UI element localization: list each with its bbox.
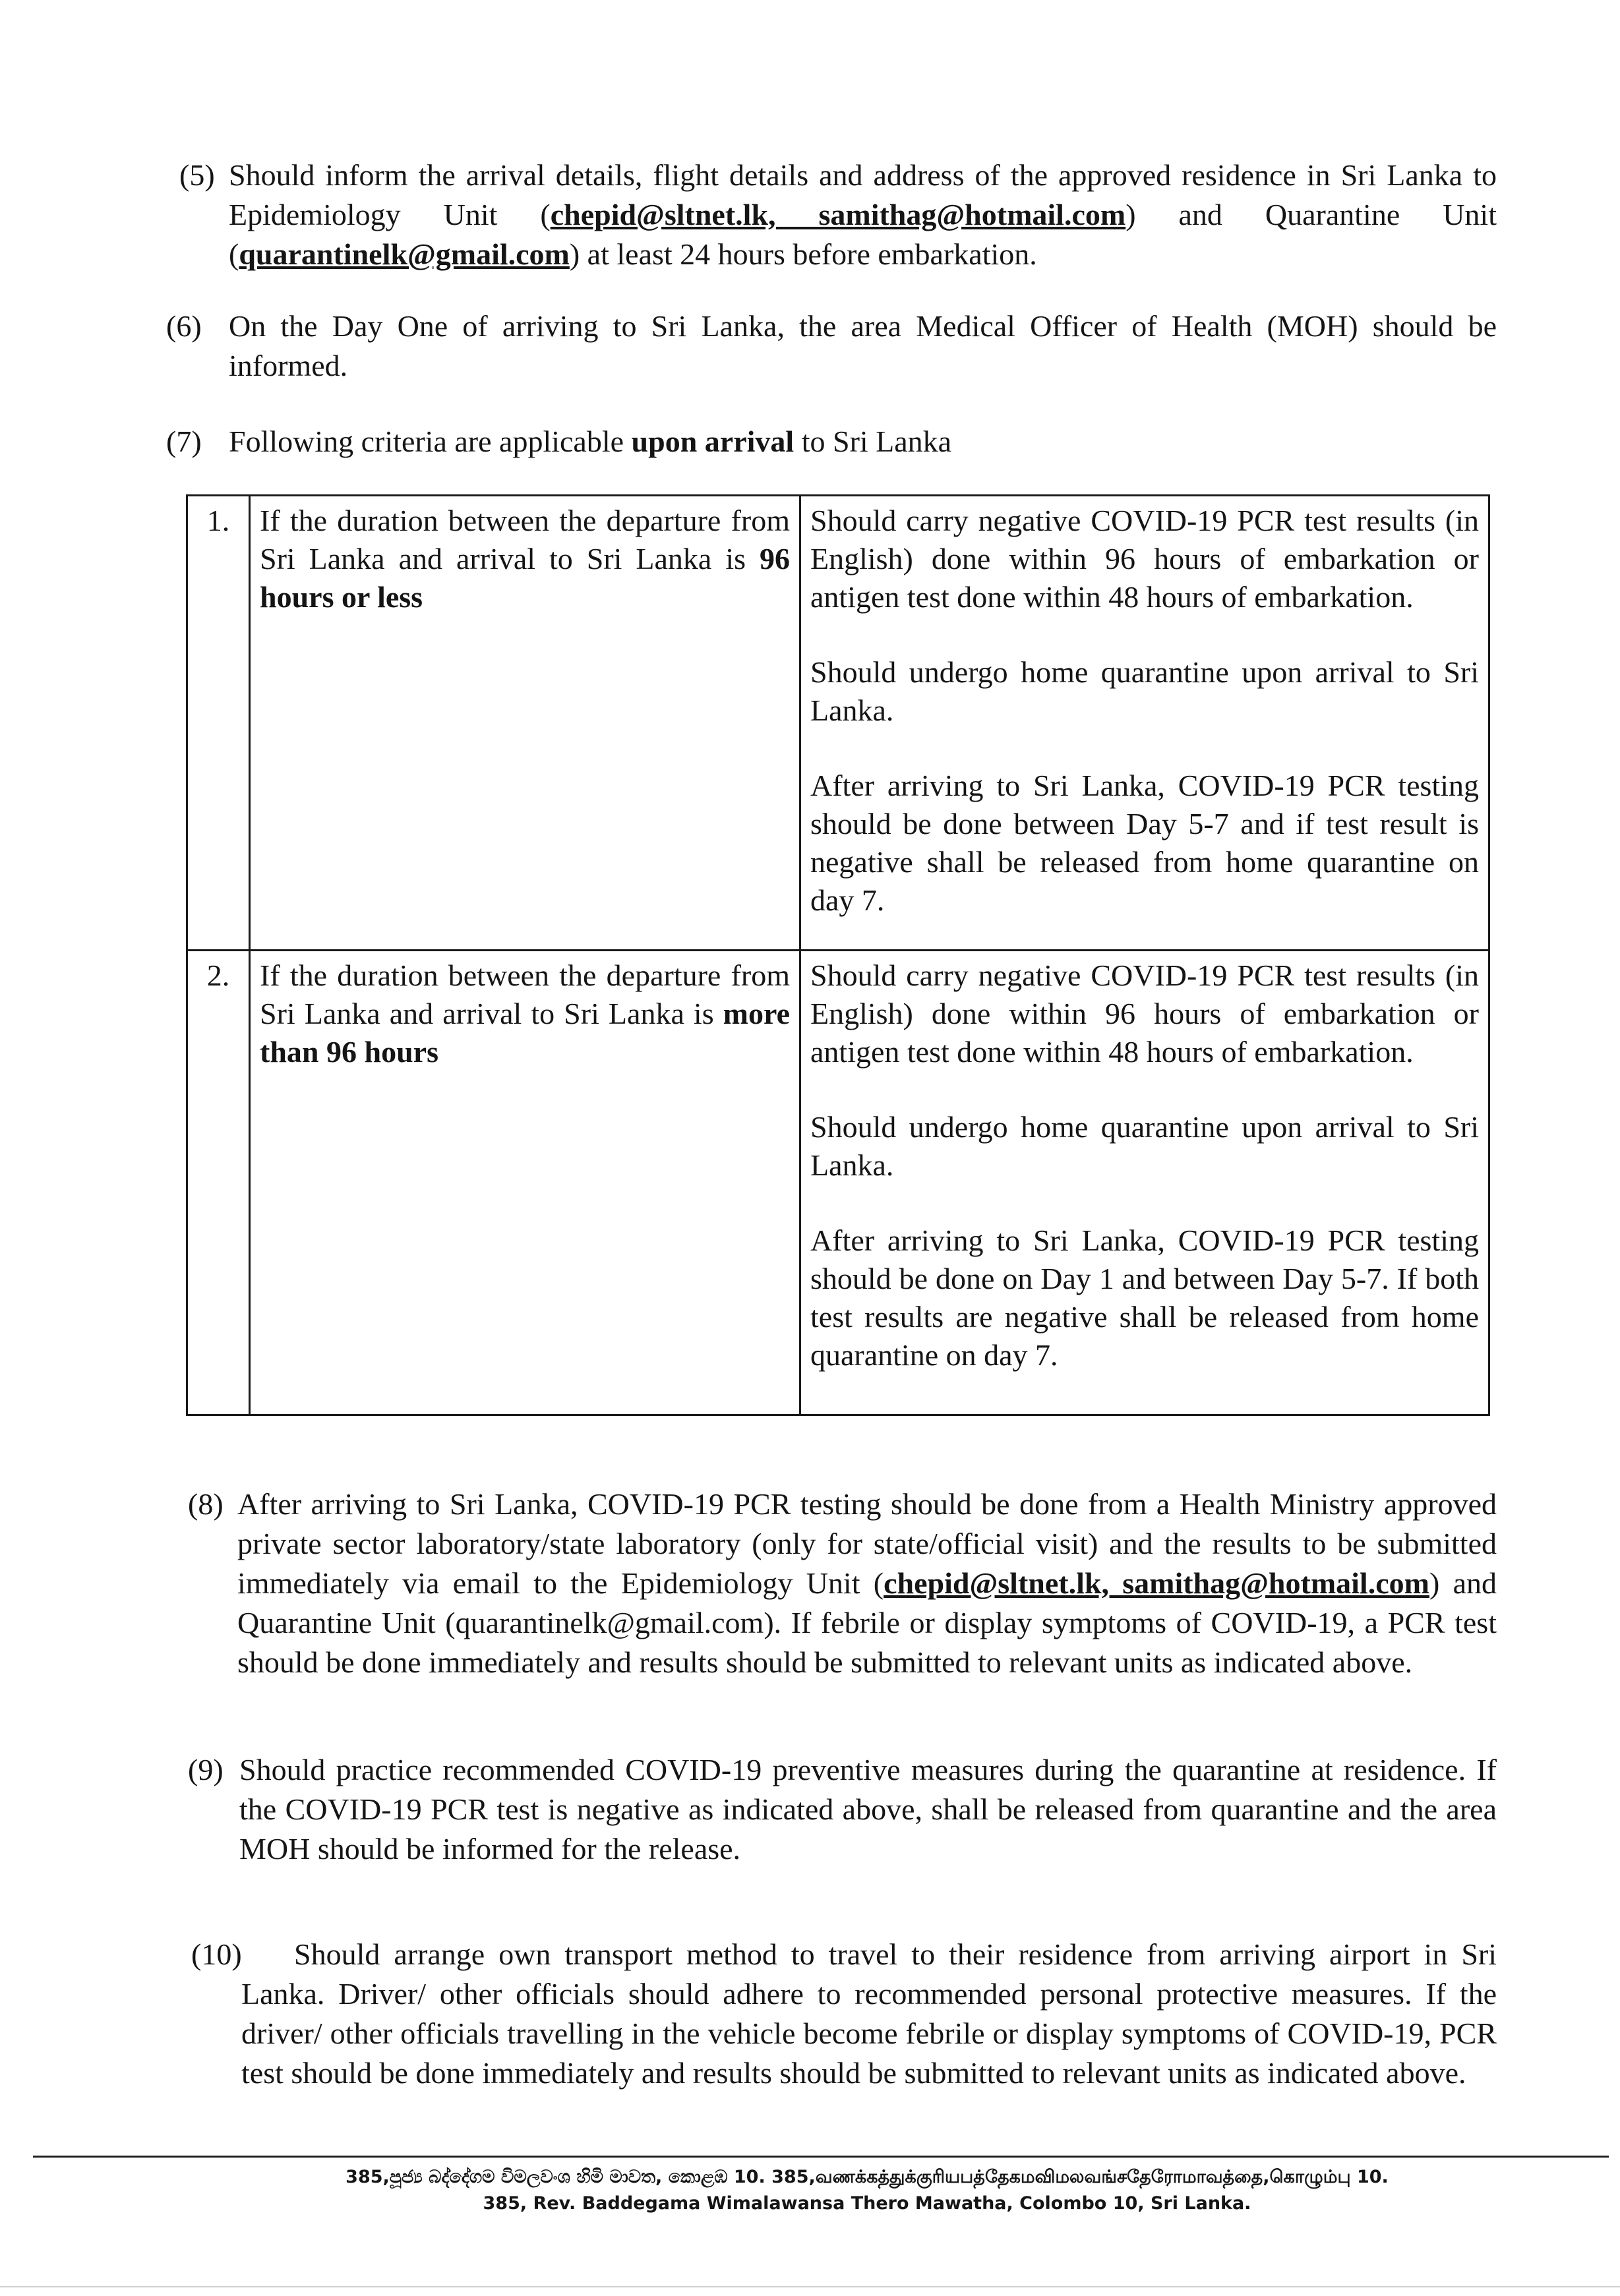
requirement-text: Should undergo home quarantine upon arrival to Sri Lanka.	[810, 1110, 1479, 1182]
email-link[interactable]: chepid@sltnet.lk, samithag@hotmail.com	[550, 198, 1126, 231]
requirement-text: Should carry negative COVID-19 PCR test results (in English) done within 96 hours of embarkation or antigen test done within 48 hours of embarkation.	[810, 958, 1479, 1069]
table-row	[187, 496, 1489, 951]
arrival-criteria-table	[186, 494, 1490, 1416]
item-10	[191, 1935, 1497, 2093]
item-text: On the Day One of arriving to Sri Lanka, the area Medical Officer of Health (MOH) should be informed.	[229, 309, 1497, 382]
page-edge-line	[0, 2286, 1620, 2287]
requirement-text: After arriving to Sri Lanka, COVID-19 PCR testing should be done between Day 5-7 and if test result is negative shall be released from home quarantine on day 7.	[810, 769, 1479, 917]
item-7	[166, 422, 1497, 461]
item-text: ) and Quarantine Unit (quarantinelk@gmail.com). If febrile or display symptoms of COVID-19, a PCR test should be done immediately and results should be submitted to relevant units as indicated above.	[237, 1566, 1497, 1679]
condition-emphasis: more than 96 hours	[260, 997, 790, 1069]
condition-text: If the duration between the departure from Sri Lanka and arrival to Sri Lanka is	[260, 958, 790, 1030]
item-number: (5)	[179, 158, 215, 192]
item-number: (9)	[188, 1753, 224, 1786]
item-6	[166, 307, 1497, 386]
email-link[interactable]: chepid@sltnet.lk, samithag@hotmail.com	[884, 1566, 1429, 1600]
item-text: Should arrange own transport method to travel to their residence from arriving airport in Sri Lanka. Driver/ other officials should adhere to recommended personal protective measures. If the driver/ other officials travelling in the vehicle become febrile or display symptoms of COVID-19, PCR test should be done immediately and results should be submitted to relevant units as indicated above.	[241, 1937, 1497, 2090]
condition-emphasis: 96 hours or less	[260, 542, 790, 614]
item-number: (6)	[166, 309, 202, 343]
table-row	[187, 951, 1489, 1415]
email-link[interactable]: quarantinelk@gmail.com	[239, 237, 570, 271]
row-number: 1.	[187, 496, 250, 951]
condition-cell	[250, 496, 800, 951]
requirements-cell	[800, 951, 1489, 1415]
row-number: 2.	[187, 951, 250, 1415]
item-text: to Sri Lanka	[794, 425, 952, 458]
condition-cell	[250, 951, 800, 1415]
item-emphasis: upon arrival	[631, 425, 795, 458]
item-text: Should practice recommended COVID-19 preventive measures during the quarantine at residence. If the COVID-19 PCR test is negative as indicated above, shall be released from quarantine and the area MOH should be informed for the release.	[239, 1753, 1497, 1866]
item-text: Following criteria are applicable	[229, 425, 632, 458]
item-number: (8)	[188, 1487, 224, 1521]
item-text: ) and Quarantine Unit (	[229, 198, 1497, 271]
item-text: After arriving to Sri Lanka, COVID-19 PCR testing should be done from a Health Ministry approved private sector laboratory/state laboratory (only for state/official visit) and the results to be submitted immediately via email to the Epidemiology Unit (	[237, 1487, 1497, 1600]
footer-address-local: 385,පූජ්‍ය බද්දේගම විමලවංශ හිමි මාවත, කොළඹ 10. 385,வணக்கத்துக்குரியபத்தேகமவிமலவங்சதேரோமாவத்தை,கொழும்பு 10.	[345, 2167, 1389, 2187]
footer-divider	[33, 2156, 1609, 2158]
footer-address-english: 385, Rev. Baddegama Wimalawansa Thero Mawatha, Colombo 10, Sri Lanka.	[483, 2193, 1251, 2214]
item-number: (10)	[191, 1937, 242, 1971]
item-text: ) at least 24 hours before embarkation.	[569, 237, 1037, 271]
requirement-text: Should carry negative COVID-19 PCR test results (in English) done within 96 hours of embarkation or antigen test done within 48 hours of embarkation.	[810, 504, 1479, 614]
condition-text: If the duration between the departure from Sri Lanka and arrival to Sri Lanka is	[260, 504, 790, 575]
requirement-text: Should undergo home quarantine upon arrival to Sri Lanka.	[810, 655, 1479, 727]
item-text: Should inform the arrival details, flight details and address of the approved residence in Sri Lanka to Epidemiology Unit (	[229, 158, 1497, 231]
item-number: (7)	[166, 425, 202, 458]
item-8	[188, 1485, 1497, 1682]
item-9	[188, 1750, 1497, 1869]
requirement-text: After arriving to Sri Lanka, COVID-19 PCR testing should be done on Day 1 and between Day 5-7. If both test results are negative shall be released from home quarantine on day 7.	[810, 1223, 1479, 1372]
requirements-cell	[800, 496, 1489, 951]
item-5	[179, 156, 1497, 274]
